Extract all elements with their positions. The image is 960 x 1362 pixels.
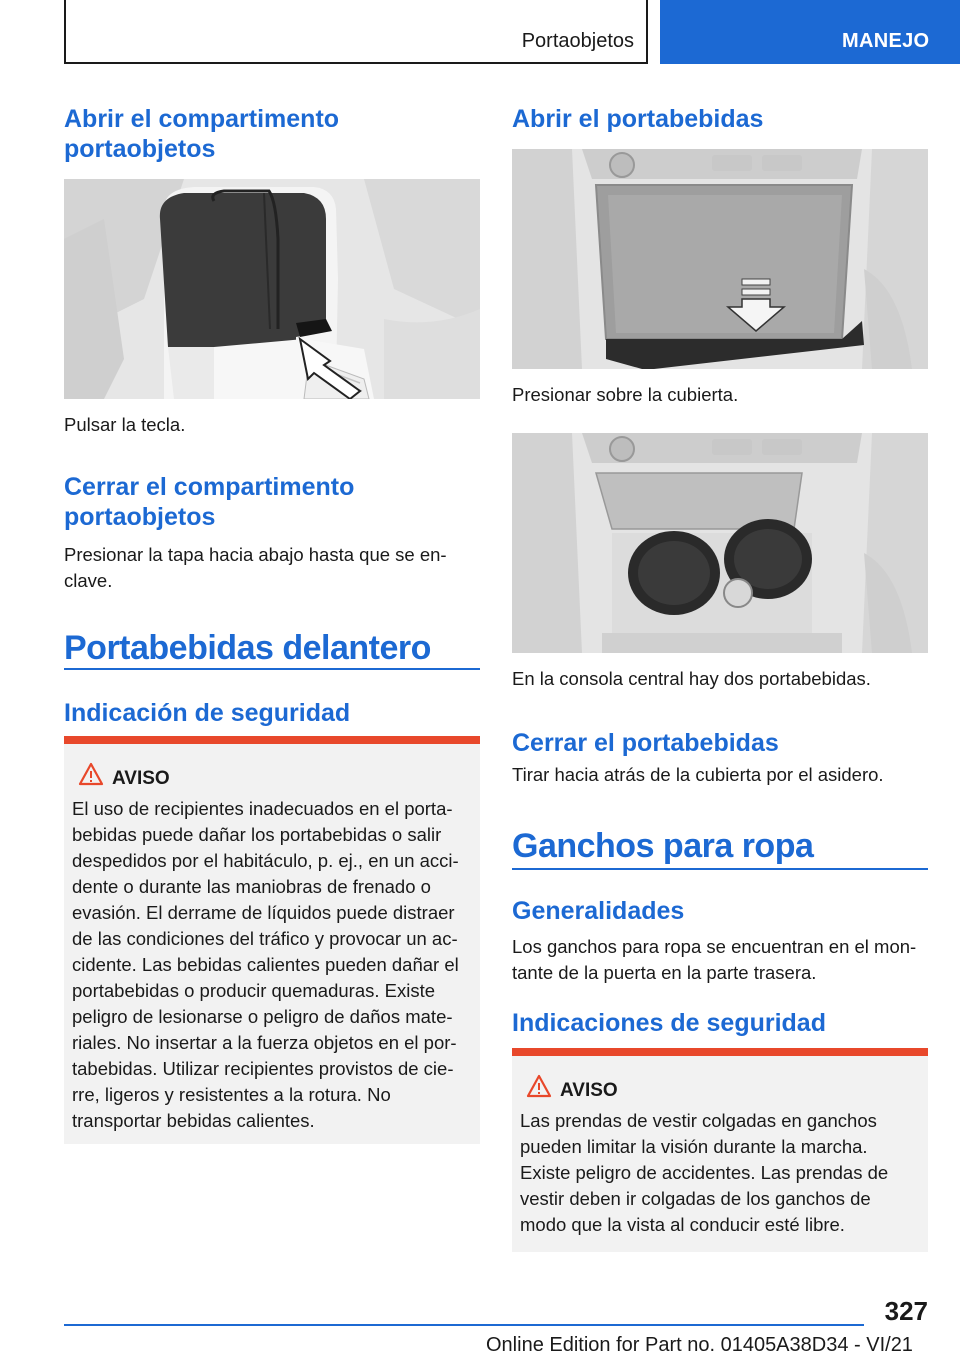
warning-text: Las prendas de vestir colgadas en ganchos pueden limitar la visión durante la marcha. Existe peligro de accidentes. Las prendas de vestir deben ir colgadas de los ganchos de modo que la vista al conducir esté libre. <box>520 1110 889 1235</box>
heading-safety-notes: Indicaciones de seguridad <box>512 1009 826 1037</box>
heading-close-compartment: Cerrar el compartimento portaobjetos <box>64 473 355 531</box>
heading-safety-note: Indicación de seguridad <box>64 699 351 727</box>
heading-close-cupholder: Cerrar el portabebidas <box>512 729 779 757</box>
warning-triangle-icon <box>526 1074 552 1098</box>
heading-general: Generalidades <box>512 897 685 925</box>
warning-label: AVISO <box>560 1080 618 1101</box>
warning-box-coat-hooks <box>512 1048 928 1252</box>
footer-edition: Online Edition for Part no. 01405A38D34 - VI/21 <box>486 1334 913 1356</box>
caption-two-cupholders: En la consola central hay dos portabebidas. <box>512 668 871 689</box>
open-cupholders-illustration <box>512 433 928 653</box>
warning-triangle-icon <box>78 762 104 786</box>
heading-coat-hooks: Ganchos para ropa <box>512 827 814 865</box>
warning-text: El uso de recipientes inadecuados en el porta- bebidas puede dañar los portabebidas o salir despedidos por el habitáculo, p. ej., en un acci- dente o durante las maniobras de frenado o evasión. El derrame de líquidos puede distraer de las condiciones del tráfico y provocar un ac- cidente. Las bebidas calientes pueden dañar el portabebidas o producir quemaduras. Existe peligro de lesionarse o peligro de daños mate- riales. No insertar a la fuerza objetos en el por- tabebidas. Utilizar recipientes provistos de cie- rre, ligeros y resistentes a la rotura. No transportar bebidas calientes. <box>72 798 459 1131</box>
chapter-tab[interactable] <box>660 0 960 64</box>
heading-open-compartment: Abrir el compartimento portaobjetos <box>64 105 340 163</box>
section-rule <box>64 668 480 670</box>
text-general: Los ganchos para ropa se encuentran en el mon- tante de la puerta en la parte trasera. <box>512 936 917 983</box>
page-number: 327 <box>884 1296 928 1326</box>
section-rule <box>512 868 928 870</box>
warning-box-cupholder <box>64 736 480 1144</box>
heading-front-cupholders: Portabebidas delantero <box>64 629 431 667</box>
armrest-button-illustration <box>64 179 480 399</box>
footer-rule <box>64 1324 864 1326</box>
caption-press-button: Pulsar la tecla. <box>64 414 186 435</box>
header-section-title: Portaobjetos <box>521 30 634 52</box>
heading-open-cupholder: Abrir el portabebidas <box>512 105 764 133</box>
chapter-tab-label: MANEJO <box>842 30 930 52</box>
caption-press-cover: Presionar sobre la cubierta. <box>512 384 739 405</box>
cupholder-cover-svg <box>512 149 928 369</box>
text-close-compartment: Presionar la tapa hacia abajo hasta que se en- clave. <box>64 544 447 591</box>
armrest-illustration-svg <box>64 179 480 399</box>
cupholder-cover-illustration <box>512 149 928 369</box>
text-close-cupholder: Tirar hacia atrás de la cubierta por el asidero. <box>512 764 884 785</box>
open-cupholders-svg <box>512 433 928 653</box>
warning-label: AVISO <box>112 768 170 789</box>
